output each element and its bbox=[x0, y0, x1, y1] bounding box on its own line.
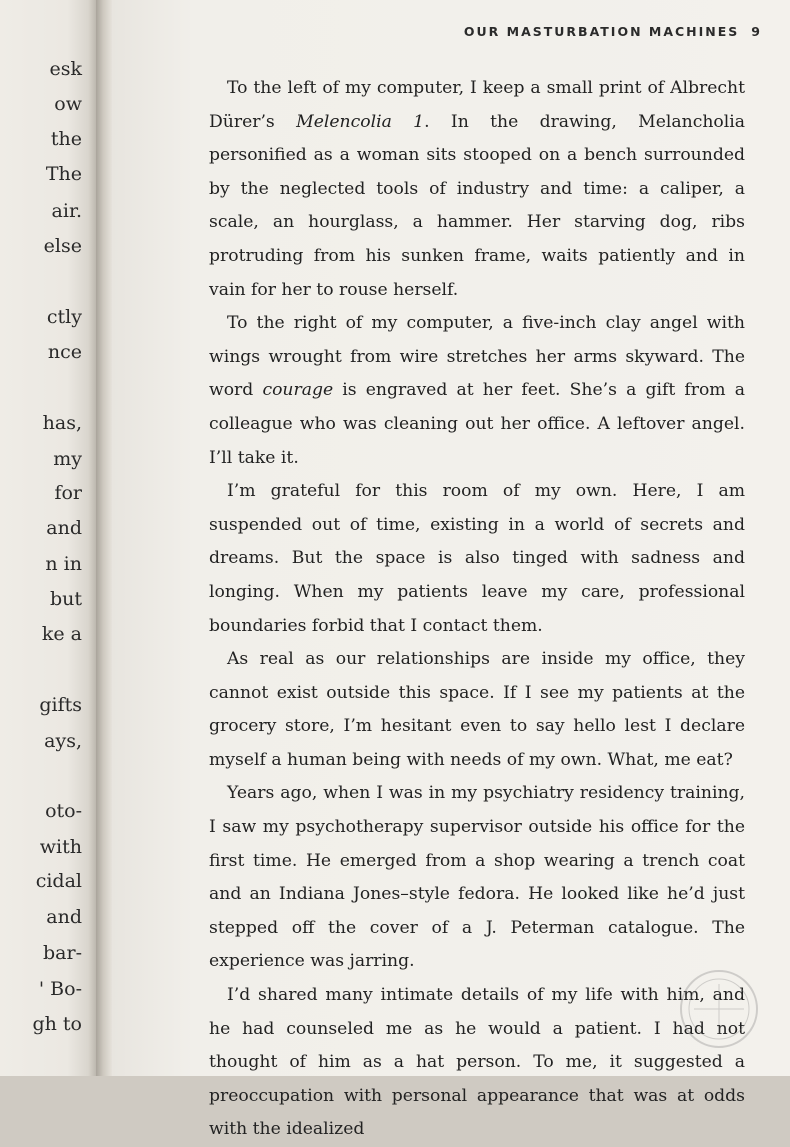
left-page bbox=[0, 0, 96, 1076]
left-page-fragment: nce bbox=[47, 341, 82, 363]
left-page-fragment: gifts bbox=[39, 694, 82, 716]
paragraph bbox=[209, 643, 745, 777]
publisher-stamp-watermark bbox=[664, 964, 774, 1054]
left-page-fragment: oto- bbox=[45, 800, 82, 822]
text-run: To the right of my computer, a five-inch clay angel with wings wrought from wire stretches her arms skyward. The word bbox=[209, 313, 745, 401]
text-run: As real as our relationships are inside my office, they cannot exist outside this space. If I see my patients at the grocery store, I’m hesitant even to say hello lest I declare myself a human being with needs of my own. What, me eat? bbox=[209, 649, 745, 770]
left-page-fragment: bar- bbox=[43, 942, 82, 964]
paragraph bbox=[209, 475, 745, 643]
text-run: I’m grateful for this room of my own. Here, I am suspended out of time, existing in a world of secrets and dreams. But the space is also tinged with sadness and longing. When my patients leave my care, professional boundaries forbid that I contact them. bbox=[209, 481, 745, 636]
text-run: Years ago, when I was in my psychiatry residency training, I saw my psychotherapy supervisor outside his office for the first time. He emerged from a shop wearing a trench coat and an Indiana Jones–style fedora. He looked like he’d just stepped off the cover of a J. Peterman catalogue. The experience was jarring. bbox=[209, 783, 745, 972]
left-page-fragment: ' Bo- bbox=[38, 978, 82, 1000]
left-page-fragment: the bbox=[50, 128, 82, 150]
italic-text: Melencolia 1 bbox=[296, 111, 425, 132]
left-page-fragment: and bbox=[46, 517, 82, 539]
left-page-fragment: The bbox=[45, 163, 82, 185]
paragraph bbox=[209, 777, 745, 979]
left-page-fragment: esk bbox=[49, 58, 82, 80]
left-page-fragment: gh to bbox=[32, 1013, 82, 1035]
left-page-fragment: ays, bbox=[44, 730, 82, 752]
text-run: . In the drawing, Melancholia personified as a woman sits stooped on a bench surrounded by the neglected tools of industry and time: a caliper, a scale, an hourglass, a hammer. Her starving dog, ribs protruding from his sunken frame, waits patiently and in vain for her to rouse herself. bbox=[209, 111, 746, 300]
paragraph bbox=[209, 72, 745, 307]
paragraph bbox=[209, 307, 745, 475]
left-page-fragment: my bbox=[53, 448, 82, 470]
left-page-fragment: else bbox=[43, 235, 82, 257]
text-run: I’d shared many intimate details of my life with him, and he had counseled me as he would a patient. I had not thought of him as a hat person. To me, it suggested a preoccupation with personal appearance that was at odds with the idealized bbox=[209, 985, 745, 1140]
left-page-fragment: ctly bbox=[46, 306, 82, 328]
text-run: To the left of my computer, I keep a small print of Albrecht Dürer’s bbox=[209, 78, 745, 132]
left-page-fragment: n in bbox=[45, 553, 82, 575]
italic-text: courage bbox=[262, 380, 334, 401]
left-page-fragment: but bbox=[49, 588, 82, 610]
left-page-fragment: cidal bbox=[35, 870, 82, 892]
running-head bbox=[464, 24, 762, 39]
left-page-fragment: for bbox=[54, 482, 82, 504]
page-number: 9 bbox=[751, 24, 762, 39]
left-page-fragment: has, bbox=[42, 412, 82, 434]
right-page bbox=[112, 0, 790, 1140]
book-gutter bbox=[96, 0, 112, 1076]
left-page-fragment: ow bbox=[54, 93, 82, 115]
left-page-fragment: air. bbox=[51, 200, 82, 222]
text-run: is engraved at her feet. She’s a gift from a colleague who was cleaning out her office. A leftover angel. I’ll take it. bbox=[209, 380, 745, 468]
left-page-fragment: ke a bbox=[41, 623, 82, 645]
left-page-fragment: with bbox=[39, 836, 82, 858]
chapter-title: OUR MASTURBATION MACHINES bbox=[463, 24, 740, 39]
left-page-fragment: and bbox=[46, 906, 82, 928]
